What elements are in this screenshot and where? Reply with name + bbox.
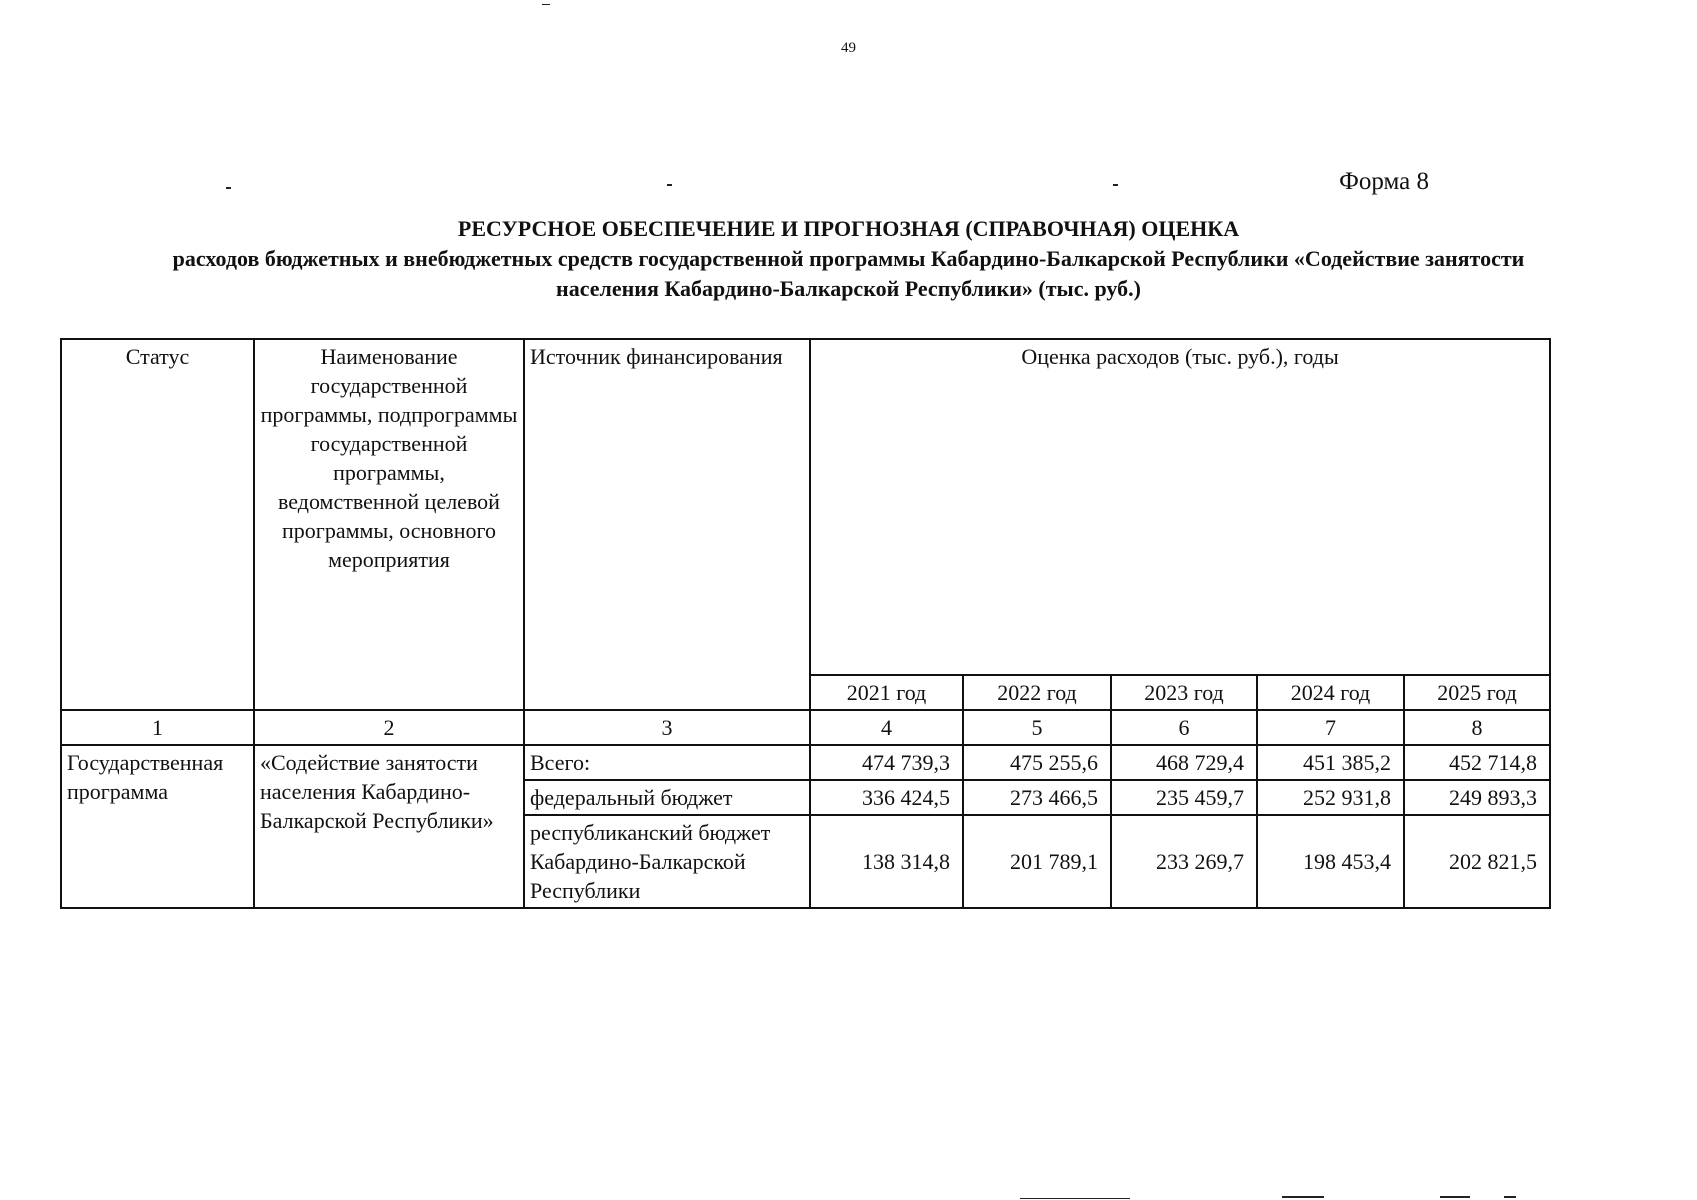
- scan-mark: [667, 184, 672, 186]
- value-cell: 273 466,5: [963, 780, 1111, 815]
- title-line-2: расходов бюджетных и внебюджетных средств государственной программы Кабардино-Балкарской Республики «Содействие занятости населения Кабардино-Балкарской Республики» (тыс. руб.): [172, 246, 1525, 301]
- value-cell: 452 714,8: [1404, 745, 1550, 780]
- value-cell: 233 269,7: [1111, 815, 1257, 908]
- value-cell: 249 893,3: [1404, 780, 1550, 815]
- header-source: Источник финансирования: [524, 339, 810, 710]
- form-label: Форма 8: [1339, 168, 1429, 195]
- value-cell: 475 255,6: [963, 745, 1111, 780]
- program-name-cell: «Содействие занятости населения Кабардино-Балкарской Республики»: [254, 745, 524, 908]
- value-cell: 202 821,5: [1404, 815, 1550, 908]
- header-estimate: Оценка расходов (тыс. руб.), годы: [810, 339, 1550, 675]
- page-number: 49: [841, 40, 856, 56]
- header-year: 2025 год: [1404, 675, 1550, 710]
- value-cell: 138 314,8: [810, 815, 963, 908]
- source-cell: федеральный бюджет: [524, 780, 810, 815]
- value-cell: 468 729,4: [1111, 745, 1257, 780]
- source-cell: республиканский бюджет Кабардино-Балкарской Республики: [524, 815, 810, 908]
- column-number: 1: [61, 710, 254, 745]
- header-year: 2024 год: [1257, 675, 1404, 710]
- column-number: 2: [254, 710, 524, 745]
- source-cell: Всего:: [524, 745, 810, 780]
- header-status: Статус: [61, 339, 254, 710]
- value-cell: 201 789,1: [963, 815, 1111, 908]
- scan-mark: [1504, 1196, 1516, 1198]
- scan-mark: [1282, 1196, 1324, 1198]
- header-year: 2022 год: [963, 675, 1111, 710]
- column-number: 7: [1257, 710, 1404, 745]
- header-year: 2023 год: [1111, 675, 1257, 710]
- value-cell: 474 739,3: [810, 745, 963, 780]
- resources-table: [60, 338, 1551, 909]
- column-number: 6: [1111, 710, 1257, 745]
- title-line-1: РЕСУРСНОЕ ОБЕСПЕЧЕНИЕ И ПРОГНОЗНАЯ (СПРАВОЧНАЯ) ОЦЕНКА: [457, 216, 1240, 241]
- column-number: 5: [963, 710, 1111, 745]
- scan-mark: [542, 4, 550, 5]
- document-title: [0, 214, 1697, 304]
- column-number: 3: [524, 710, 810, 745]
- value-cell: 252 931,8: [1257, 780, 1404, 815]
- header-row: [61, 339, 1550, 675]
- value-cell: 198 453,4: [1257, 815, 1404, 908]
- scan-mark: [1113, 184, 1118, 186]
- table-row: [61, 745, 1550, 780]
- scan-mark: [226, 187, 231, 189]
- column-numbers-row: [61, 710, 1550, 745]
- scan-mark: [1020, 1198, 1130, 1199]
- value-cell: 235 459,7: [1111, 780, 1257, 815]
- scan-mark: [1440, 1196, 1470, 1198]
- value-cell: 451 385,2: [1257, 745, 1404, 780]
- column-number: 4: [810, 710, 963, 745]
- value-cell: 336 424,5: [810, 780, 963, 815]
- header-name: Наименование государственной программы, подпрограммы государственной программы, ведомственной целевой программы, основного мероприятия: [254, 339, 524, 710]
- status-cell: Государственная программа: [61, 745, 254, 908]
- header-year: 2021 год: [810, 675, 963, 710]
- column-number: 8: [1404, 710, 1550, 745]
